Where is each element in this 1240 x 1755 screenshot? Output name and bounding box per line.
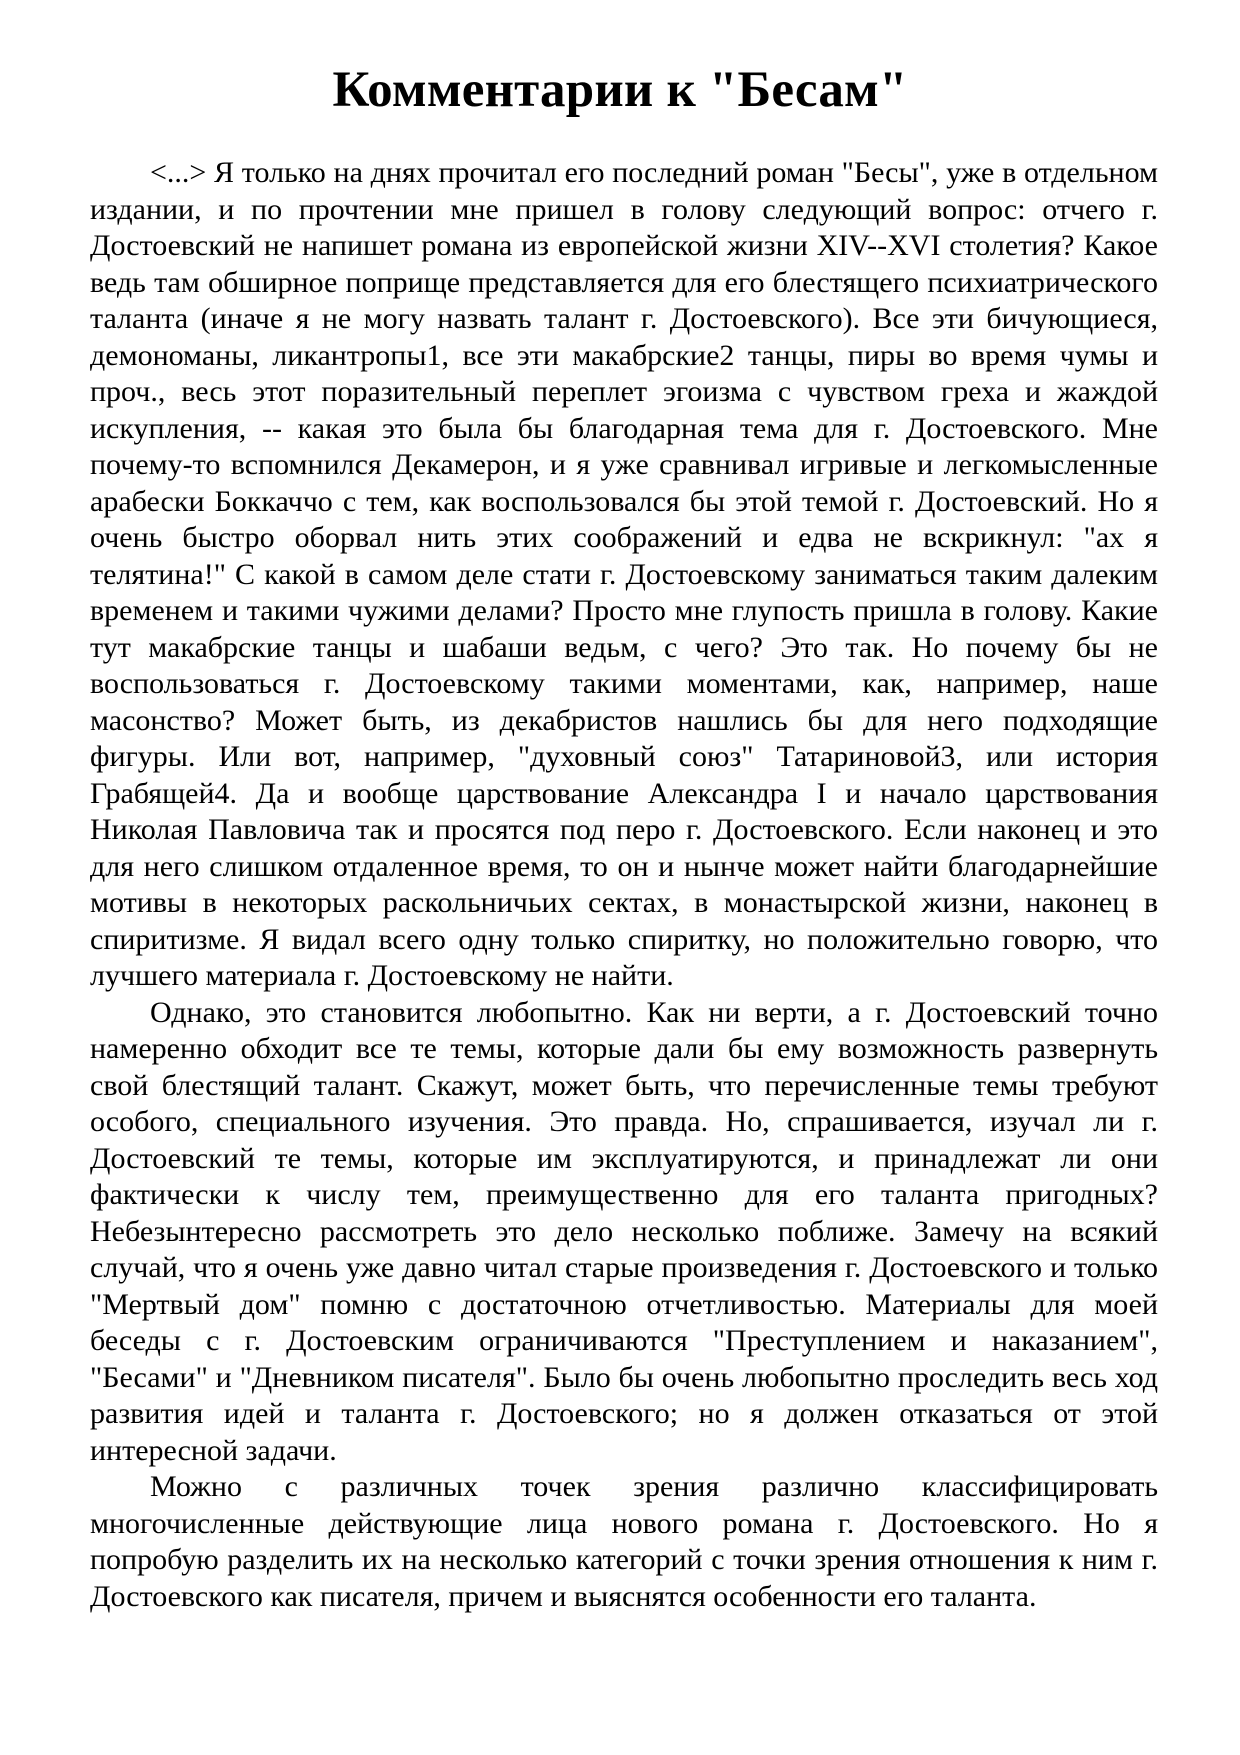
paragraph: Однако, это становится любопытно. Как ни верти, а г. Достоевский точно намеренно обходит все те темы, которые дали бы ему возможность развернуть свой блестящий талант. Скажут, может быть, что перечисленные темы требуют особого, специального изучения. Это правда. Но, спрашивается, изучал ли г. Достоевский те темы, которые им эксплуатируются, и принадлежат ли они фактически к числу тем, преимущественно для его таланта пригодных? Небезынтересно рассмотреть это дело несколько поближе. Замечу на всякий случай, что я очень уже давно читал старые произведения г. Достоевского и только "Мертвый дом" помню с достаточною отчетливостью. Материалы для моей беседы с г. Достоевским ограничиваются "Преступлением и наказанием", "Бесами" и "Дневником писателя". Было бы очень любопытно проследить весь ход развития идей и таланта г. Достоевского; но я должен отказаться от этой интересной задачи. [90, 995, 1158, 1467]
paragraph: <...> Я только на днях прочитал его последний роман "Бесы", уже в отдельном издании, и по прочтении мне пришел в голову следующий вопрос: отчего г. Достоевский не напишет романа из европейской жизни XIV--XVI столетия? Какое ведь там обширное поприще представляется для его блестящего психиатрического таланта (иначе я не могу назвать талант г. Достоевского). Все эти бичующиеся, демономаны, ликантропы1, все эти макабрские2 танцы, пиры во время чумы и проч., весь этот поразительный переплет эгоизма с чувством греха и жаждой искупления, -- какая это была бы благодарная тема для г. Достоевского. Мне почему-то вспомнился Декамерон, и я уже сравнивал игривые и легкомысленные арабески Боккаччо с тем, как воспользовался бы этой темой г. Достоевский. Но я очень быстро оборвал нить этих соображений и едва не вскрикнул: "ах я телятина!" С какой в самом деле стати г. Достоевскому заниматься таким далеким временем и такими чужими делами? Просто мне глупость пришла в голову. Какие тут макабрские танцы и шабаши ведьм, с чего? Это так. Но почему бы не воспользоваться г. Достоевскому такими моментами, как, например, наше масонство? Может быть, из декабристов нашлись бы для него подходящие фигуры. Или вот, например, "духовный союз" Татариновой3, или история Грабящей4. Да и вообще царствование Александра I и начало царствования Николая Павловича так и просятся под перо г. Достоевского. Если наконец и это для него слишком отдаленное время, то он и нынче может найти благодарнейшие мотивы в некоторых раскольничьих сектах, в монастырской жизни, наконец в спиритизме. Я видал всего одну только спиритку, но положительно говорю, что лучшего материала г. Достоевскому не найти. [90, 156, 1158, 992]
paragraph: Можно с различных точек зрения различно классифицировать многочисленные действующие лица нового романа г. Достоевского. Но я попробую разделить их на несколько категорий с точки зрения отношения к ним г. Достоевского как писателя, причем и выяснятся особенности его таланта. [90, 1470, 1158, 1613]
document-body [90, 155, 1158, 1615]
document-title: Комментарии к "Бесам" [332, 62, 908, 118]
